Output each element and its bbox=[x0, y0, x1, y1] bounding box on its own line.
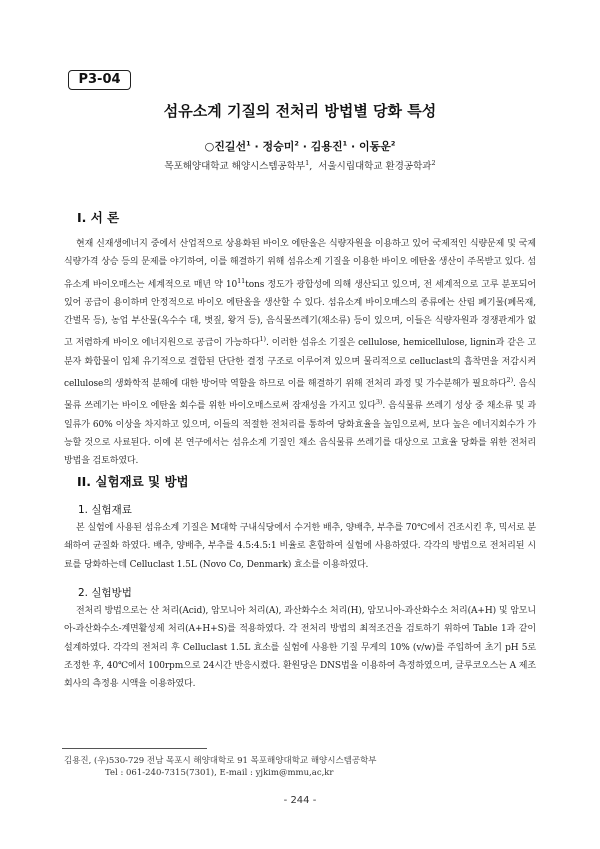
subsection-heading-method: 2. 실험방법 bbox=[78, 587, 132, 599]
affiliation: 서울시립대학교 환경공학과 bbox=[318, 161, 432, 172]
presenter-mark: ○ bbox=[204, 140, 215, 153]
affiliation-line: 목포해양대학교 해양시스템공학부$^1$, 서울시립대학교 환경공학과$^2$ bbox=[164, 158, 436, 172]
paper-title: 섬유소계 기질의 전처리 방법별 당화 특성 bbox=[163, 102, 437, 120]
footnote-address: 김용진, (우)530-729 전남 목포시 해양대학로 91 목포해양대학교 해양시스템공학부 bbox=[64, 756, 377, 766]
author-separator: · bbox=[347, 140, 359, 153]
affiliation: 목포해양대학교 해양시스템공학부 bbox=[164, 161, 306, 172]
citation-mark: 3) bbox=[375, 398, 383, 407]
citation-mark: 1) bbox=[259, 335, 266, 344]
author-list bbox=[0, 138, 600, 154]
affiliation-mark: 1 bbox=[305, 158, 310, 167]
author-separator: · bbox=[250, 140, 263, 153]
author-affil-mark: 1 bbox=[246, 139, 251, 148]
author-affil-mark: 2 bbox=[390, 139, 396, 148]
method-paragraph: 전처리 방법으로는 산 처리(Acid), 암모니아 처리(A), 과산화수소 처리(H), 암모니아-과산화수소 처리(A+H) 및 암모니아-과산화수소-계면활성제 처리(A+H+S)를 적용하였다. 각 전처리 방법의 최적조건을 검토하기 위하여 Table 1과 같이 설계하였다. 각각의 전처리 후 Celluclast 1.5L 효소를 실험에 사용한 기질 무게의 10% (v/w)를 주입하여 초기 pH 5로 조정한 후, 40℃에서 100rpm으로 24시간 반응시켰다. 환원당은 DNS법을 이용하여 측정하였으며, 글루코오스는 A 제조회사의 측정용 시액을 이용하였다. bbox=[64, 606, 536, 690]
materials-paragraph: 본 실험에 사용된 섬유소계 기질은 M대학 구내식당에서 수거한 배추, 양배추, 부추를 70℃에서 건조시킨 후, 믹서로 분쇄하여 균질화 하였다. 배추, 양배추, 부추를 4.5:4.5:1 비율로 혼합하여 실험에 사용하였다. 각각의 방법으로 전처리된 시료를 당화하는데 Celluclast 1.5L (Novo Co, Denmark) 효소를 이용하였다. bbox=[64, 523, 536, 570]
author-name: 김용진 bbox=[310, 140, 343, 153]
author-name: 정승미 bbox=[262, 140, 295, 153]
subsection-heading-materials: 1. 실험재료 bbox=[78, 504, 132, 516]
author-name: 진길선 bbox=[214, 140, 247, 153]
author-affil-mark: 1 bbox=[342, 139, 348, 148]
author-separator: · bbox=[298, 140, 311, 153]
affiliation-mark: 2 bbox=[431, 158, 436, 167]
citation-mark: 2) bbox=[506, 376, 514, 385]
author-affil-mark: 2 bbox=[294, 139, 299, 148]
citation-mark: 11 bbox=[237, 276, 246, 285]
section-heading-intro: I. 서 론 bbox=[77, 210, 120, 225]
intro-paragraph: 현재 신재생에너지 중에서 산업적으로 상용화된 바이오 에탄올은 식량자원을 이용하고 있어 국제적인 식량문제 및 국제 식량가격 상승 등의 문제를 야기하여, 이를 해결하기 위해 섬유소계 기질을 이용한 바이오 에탄올 생산이 주목받고 있다. 섬유소계 바이오매스는 세계적으로 매년 약 $10^{11}tons$ 정도가 광합성에 의해 생산되고 있으며, 전 세계적으로 고루 분포되어 있어 공급이 용이하며 안정적으로 바이오 에탄올을 생산할 수 있다. 섬유소계 바이오매스의 종류에는 산림 폐기물(폐목재, 간벌목 등), 농업 부산물(옥수수 대, 볏짚, 왕겨 등), 음식물쓰레기(채소류) 등이 있으며, 이들은 식량자원과 경쟁관계가 없고 저렴하게 바이오 에너지원으로 공급이 가능하다$^{1)}$. 이러한 섬유소 기질은 cellulose, hemicellulose, lignin과 같은 고분자 화합물이 입체 유기적으로 결합된 단단한 결정 구조로 이루어져 있으며 물리적으로 celluclast의 흡착면을 저감시켜 cellulose의 생화학적 분해에 대한 방어막 역할을 하므로 이를 해결하기 위해 전처리 과정 및 가수분해가 필요하다$^{2)}$. 음식물류 쓰레기는 바이오 에탄올 회수를 위한 바이오매스로써 잠재성을 가지고 있다$^{3)}$. 음식물류 쓰레기 성상 중 채소류 및 과일류가 60% 이상을 차지하고 있으며, 이들의 적절한 전처리를 통하여 당화효율을 높임으로써, 보다 높은 에너지회수가 가능할 것으로 사료된다. 이에 본 연구에서는 섬유소계 기질인 채소 음식물류 쓰레기를 대상으로 고효율 당화를 위한 전처리 방법을 검토하였다. bbox=[64, 239, 537, 467]
session-badge: P3-04 bbox=[68, 70, 131, 90]
author-name: 이동운 bbox=[358, 140, 391, 153]
page-number: - 244 - bbox=[283, 795, 317, 806]
footnote-divider bbox=[62, 748, 207, 749]
footnote-contact: Tel : 061-240-7315(7301), E-mail : yjkim@mmu,ac,kr bbox=[105, 768, 334, 778]
section-heading-methods: II. 실험재료 및 방법 bbox=[77, 474, 189, 489]
